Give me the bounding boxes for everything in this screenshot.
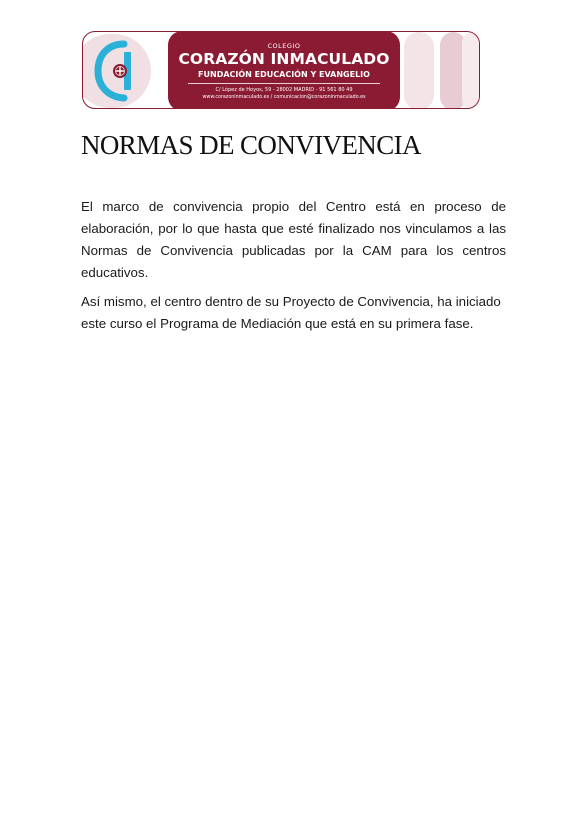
letterhead-divider: [188, 83, 380, 84]
document-body: [81, 196, 506, 342]
school-contact: www.corazoninmaculado.es / comunicacion@corazoninmaculado.es: [202, 95, 366, 100]
body-paragraph: El marco de convivencia propio del Centro está en proceso de elaboración, por lo que hasta que esté finalizado nos vinculamos a las Normas de Convivencia publicadas por la CAM para los centros educativos.: [81, 199, 506, 280]
letterhead: [82, 31, 480, 109]
page-title: NORMAS DE CONVIVENCIA: [81, 130, 421, 160]
letterhead-colegio: COLEGIO: [267, 42, 301, 50]
school-name: CORAZÓN INMACULADO: [178, 50, 390, 68]
body-paragraph: Así mismo, el centro dentro de su Proyecto de Convivencia, ha iniciado este curso el Programa de Mediación que está en su primera fase.: [81, 294, 501, 331]
foundation-name: FUNDACIÓN EDUCACIÓN Y EVANGELIO: [198, 70, 370, 79]
letterhead-right-decoration: [400, 32, 480, 109]
school-address: C/ López de Hoyos, 59 - 28002 MADRID - 91 561 80 49: [215, 87, 353, 93]
school-logo-icon: [94, 40, 142, 102]
